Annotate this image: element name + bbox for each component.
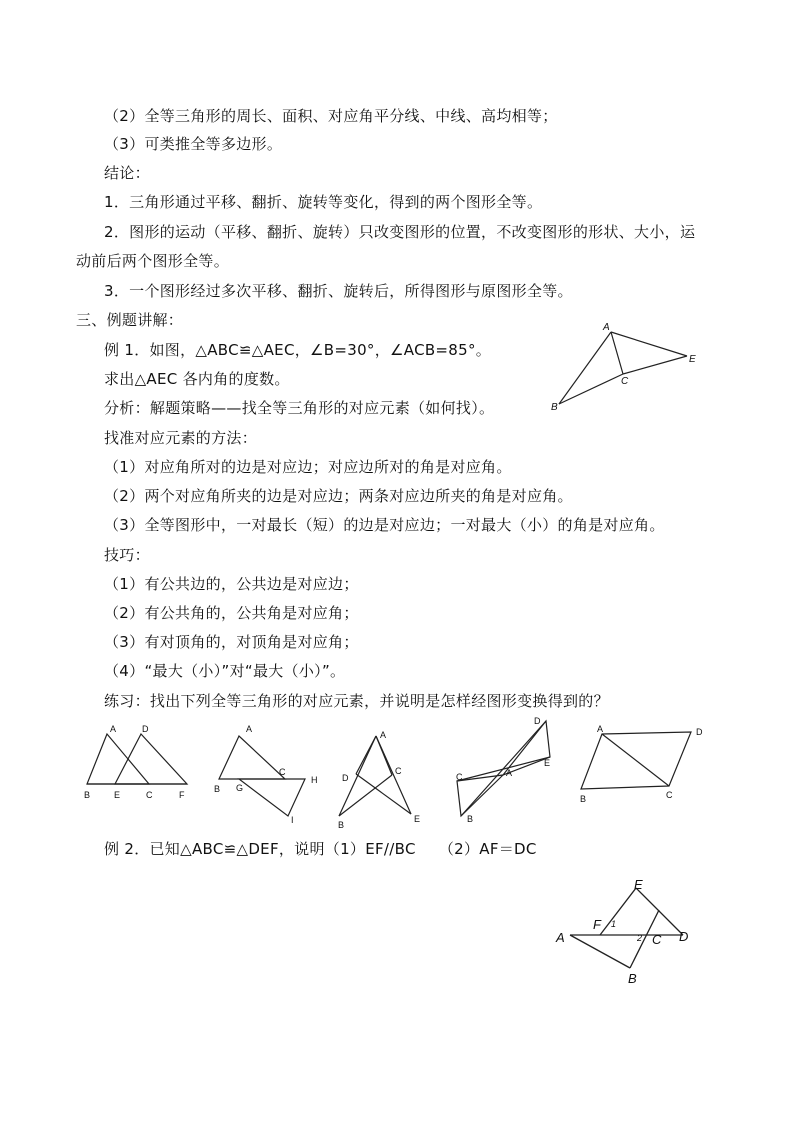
text-line: （2）两个对应角所夹的边是对应边；两条对应边所夹的角是对应角。 — [104, 487, 573, 505]
section-heading: 三、例题讲解： — [76, 311, 184, 329]
example-2-figure — [548, 872, 723, 990]
segment-ae — [376, 736, 411, 814]
vertex-label: D — [534, 716, 541, 726]
triangle-ghi — [239, 779, 305, 816]
vertex-label: E — [114, 790, 121, 800]
vertex-label: A — [506, 768, 513, 778]
diagonal-ac — [602, 734, 669, 786]
text-line: （4）“最大（小）”对“最大（小）”。 — [104, 662, 346, 680]
vertex-label: C — [621, 376, 629, 387]
vertex-label: G — [236, 783, 244, 793]
vertex-label: C — [456, 772, 463, 782]
vertex-label: A — [246, 724, 253, 734]
vertex-label: C — [666, 790, 673, 800]
segment-fe — [600, 888, 636, 935]
example-1: 例 1．如图，△ABC≌△AEC，∠B=30°，∠ACB=85°。 — [104, 341, 492, 359]
vertex-label: B — [214, 784, 221, 794]
text-line: 2．图形的运动（平移、翻折、旋转）只改变图形的位置，不改变图形的形状、大小，运 — [104, 223, 696, 241]
text-line: 动前后两个图形全等。 — [76, 252, 230, 270]
segment-bc — [559, 374, 623, 404]
vertex-label: E — [544, 758, 551, 768]
angle-label: 2 — [637, 933, 643, 943]
practice-figure-3 — [328, 722, 428, 832]
segment-ce — [623, 356, 687, 374]
text-line: 求出△AEC 各内角的度数。 — [104, 370, 290, 388]
vertex-label: D — [696, 727, 703, 737]
vertex-label: A — [110, 724, 117, 734]
triangle-def — [115, 734, 187, 784]
practice-figure-4 — [446, 712, 566, 830]
vertex-label: B — [338, 820, 345, 830]
vertex-label: C — [279, 767, 286, 777]
example-1-figure — [545, 318, 705, 414]
text-line: 1．三角形通过平移、翻折、旋转等变化，得到的两个图形全等。 — [104, 193, 543, 211]
vertex-label: E — [634, 877, 643, 892]
practice-figure-5 — [574, 718, 714, 812]
vertex-label: E — [689, 354, 696, 365]
text-line: 3．一个图形经过多次平移、翻折、旋转后，所得图形与原图形全等。 — [104, 282, 573, 300]
text-line: 找准对应元素的方法： — [104, 429, 258, 447]
segment-ab — [570, 935, 630, 968]
vertex-label: H — [311, 775, 318, 785]
vertex-label: C — [652, 932, 662, 947]
text-line: 技巧： — [104, 546, 150, 564]
text-line: （1）有公共边的，公共边是对应边； — [104, 575, 359, 593]
vertex-label: A — [380, 730, 387, 740]
text-line: （3）有对顶角的，对顶角是对应角； — [104, 633, 359, 651]
text-line: （3）可类推全等多边形。 — [104, 135, 283, 153]
vertex-label: C — [395, 766, 402, 776]
vertex-label: A — [556, 930, 565, 945]
text-line: （2）有公共角的，公共角是对应角； — [104, 604, 359, 622]
vertex-label: F — [179, 790, 185, 800]
text-line: （2）全等三角形的周长、面积、对应角平分线、中线、高均相等； — [104, 107, 558, 125]
practice-figure-2 — [208, 718, 328, 828]
segment-de — [356, 774, 411, 814]
practice-heading: 练习：找出下列全等三角形的对应元素，并说明是怎样经图形变换得到的？ — [104, 692, 609, 710]
triangle-abc — [87, 734, 149, 784]
vertex-label: I — [291, 815, 294, 825]
vertex-label: B — [467, 814, 474, 824]
text-line: 结论： — [104, 164, 150, 182]
triangle-abc — [219, 736, 285, 779]
vertex-label: F — [593, 917, 601, 932]
example-2: 例 2．已知△ABC≌△DEF，说明（1）EF//BC （2）AF＝DC — [104, 840, 537, 858]
segment-ec — [457, 757, 550, 781]
segment-ab — [559, 332, 611, 404]
segment-ed — [636, 888, 683, 935]
vertex-label: C — [146, 790, 153, 800]
text-line: （1）对应角所对的边是对应边；对应边所对的角是对应角。 — [104, 458, 512, 476]
vertex-label: B — [628, 971, 637, 986]
segment-ac — [611, 332, 623, 374]
vertex-label: A — [603, 322, 610, 333]
practice-figure-1 — [78, 718, 198, 804]
vertex-label: B — [580, 794, 587, 804]
vertex-label: B — [84, 790, 91, 800]
segment-ae — [611, 332, 687, 356]
vertex-label: B — [551, 402, 558, 413]
text-line: （3）全等图形中，一对最长（短）的边是对应边；一对最大（小）的角是对应角。 — [104, 516, 665, 534]
vertex-label: D — [142, 724, 149, 734]
vertex-label: A — [597, 724, 604, 734]
text-line: 分析：解题策略——找全等三角形的对应元素（如何找）。 — [104, 399, 495, 417]
vertex-label: D — [342, 773, 349, 783]
vertex-label: E — [414, 814, 421, 824]
angle-label: 1 — [611, 919, 617, 929]
vertex-label: D — [679, 929, 689, 944]
